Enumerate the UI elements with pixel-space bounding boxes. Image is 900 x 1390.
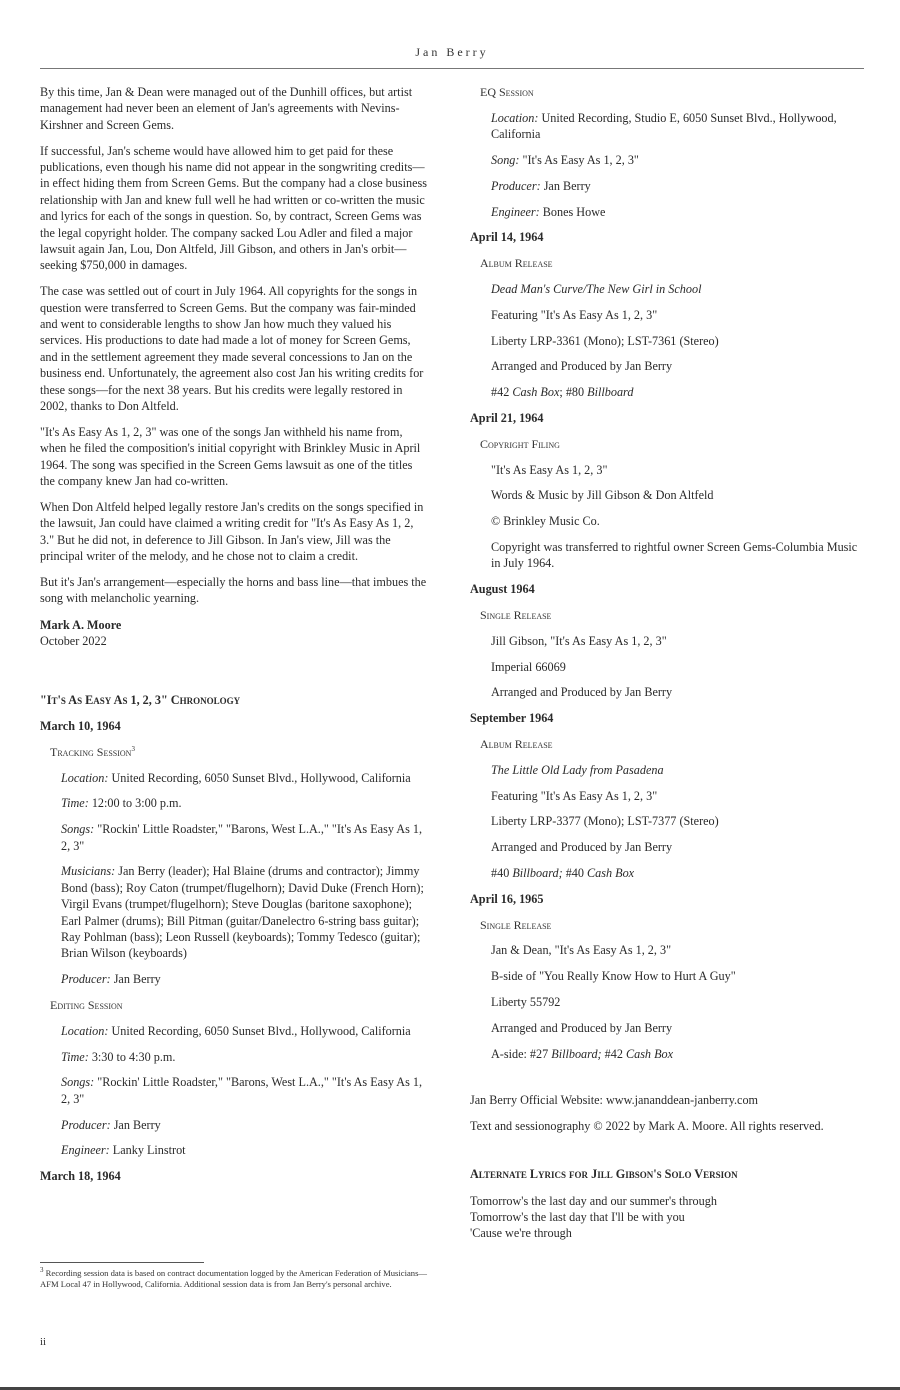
chart-name: Cash Box [587, 865, 635, 880]
field-value: Jan Berry [113, 972, 161, 987]
album-title [491, 281, 864, 297]
session-engineer [491, 204, 864, 220]
footnote-ref: 3 [131, 744, 135, 753]
arranged-by: Arranged and Produced by Jan Berry [491, 1020, 673, 1035]
release-category: Album Release [480, 256, 553, 271]
chart-positions: #42 Cash Box; #80 Billboard [491, 385, 634, 400]
chart-name: Billboard; [551, 1046, 602, 1061]
field-value: 12:00 to 3:00 p.m. [91, 796, 182, 811]
right-column [470, 84, 864, 1242]
release-category: Single Release [480, 917, 552, 932]
lyrics-block [470, 1193, 864, 1242]
catalog-number: Liberty LRP-3361 (Mono); LST-7361 (Stereo) [491, 333, 719, 348]
arranged-by: Arranged and Produced by Jan Berry [491, 840, 673, 855]
field-value: "Rockin' Little Roadster," "Barons, West L.A.," "It's As Easy As 1, 2, 3" [61, 822, 423, 853]
chart-name: Billboard [587, 385, 634, 400]
featuring: Featuring "It's As Easy As 1, 2, 3" [491, 788, 658, 803]
chart-number: #80 [565, 385, 585, 400]
running-header: Jan Berry [415, 45, 489, 59]
field-label: Songs: [61, 822, 95, 837]
page-links [470, 1092, 864, 1134]
field-value: Bones Howe [542, 204, 606, 219]
signature [40, 617, 428, 650]
field-value: 3:30 to 4:30 p.m. [91, 1049, 176, 1064]
lyrics-title: Alternate Lyrics for Jill Gibson's Solo Version [470, 1167, 738, 1182]
chronology-date: April 16, 1965 [470, 891, 544, 906]
field-label: Location: [491, 110, 539, 125]
chart-prefix: A-side: #27 [491, 1046, 549, 1061]
lyric-line: 'Cause we're through [470, 1226, 572, 1241]
single-title: Jan & Dean, "It's As Easy As 1, 2, 3" [491, 943, 672, 958]
field-value: Jan Berry (leader); Hal Blaine (drums and contractor); Jimmy Bond (bass); Roy Caton (trumpet/flugelhorn); David Duke (French Horn); Virgil Evans (trumpet/flugelhorn); Steve Douglas (baritone saxophone); Earl Palmer (drums); Bill Pitman (guitar/Danelectro 6-string bass guitar); Ray Pohlman (bass); Leon Russell (keyboards); Tommy Tedesco (guitar); Brian Wilson (keyboards) [61, 864, 424, 961]
field-label: Location: [61, 1023, 109, 1038]
field-label: Engineer: [61, 1143, 110, 1158]
session-producer [491, 178, 864, 194]
field-value: Lanky Linstrot [112, 1143, 186, 1158]
page-number: ii [40, 1336, 47, 1348]
chart-number: #42 [604, 1046, 623, 1061]
essay-paragraph: By this time, Jan & Dean were managed out of the Dunhill offices, but artist management had never been an element of Jan's agreements with Nevins-Kirshner and Screen Gems. [40, 85, 413, 132]
session-songs [61, 1074, 428, 1107]
header-rule [40, 68, 864, 69]
copyright-note: Copyright was transferred to rightful owner Screen Gems-Columbia Music in July 1964. [491, 539, 858, 571]
session-location [61, 1023, 428, 1039]
chart-number: #42 [491, 385, 510, 400]
essay-paragraph: "It's As Easy As 1, 2, 3" was one of the songs Jan withheld his name from, when he filed the composition's initial copyright with Brinkley Music in April 1964. The song was specified in the Screen Gems lawsuit as one of the titles the company knew Jan had co-written. [40, 424, 421, 489]
session-song [491, 152, 864, 168]
field-label: Songs: [61, 1075, 95, 1090]
session-category: EQ Session [480, 85, 534, 99]
chart-positions [491, 865, 864, 881]
song-title: "It's As Easy As 1, 2, 3" [491, 462, 608, 477]
chart-positions [491, 1046, 864, 1062]
chart-number: #40 [565, 865, 584, 880]
essay-paragraph: When Don Altfeld helped legally restore Jan's credits on the songs specified in the lawsuit, Jan could have claimed a writing credit for "It's As Easy As 1, 2, 3." But he did not, in deference to Jill Gibson. In Jan's view, Jill was the principal writer of the melody, and he chose not to claim a credit. [40, 499, 424, 564]
footnote-rule [40, 1262, 204, 1263]
chronology-date: March 10, 1964 [40, 718, 121, 733]
catalog-number: Imperial 66069 [491, 659, 566, 674]
chart-name: Cash Box [625, 1046, 674, 1061]
session-location [491, 110, 864, 143]
author-name: Mark A. Moore [40, 617, 122, 632]
session-engineer [61, 1142, 428, 1158]
field-label: Time: [61, 1049, 89, 1064]
session-time [61, 1049, 428, 1065]
essay-paragraph: But it's Jan's arrangement—especially the horns and bass line—that imbues the song with melancholic yearning. [40, 574, 427, 606]
chronology-date: August 1964 [470, 582, 535, 597]
essay-paragraph: The case was settled out of court in July 1964. All copyrights for the songs in question were transferred to Screen Gems. But the company was fair-minded and went to considerable lengths to show Jan how much they valued his services. His productions to date had made a lot of money for Screen Gems, and in the settlement agreement they made several concessions to Jan on the business end. Unfortunately, the agreement also cost Jan his writing credits for these songs—for the next 38 years. But his credits were legally restored in 2002, thanks to Don Altfeld. [40, 284, 424, 414]
field-value: "It's As Easy As 1, 2, 3" [522, 153, 639, 167]
publisher: © Brinkley Music Co. [491, 514, 600, 529]
field-label: Producer: [61, 972, 111, 987]
chronology-date: April 21, 1964 [470, 410, 544, 425]
single-title: Jill Gibson, "It's As Easy As 1, 2, 3" [491, 633, 667, 648]
copyright-line: Text and sessionography © 2022 by Mark A. Moore. All rights reserved. [470, 1118, 824, 1133]
catalog-number: Liberty 55792 [491, 994, 561, 1009]
field-label: Song: [491, 153, 520, 167]
album-title [491, 762, 864, 778]
session-producer [61, 971, 428, 987]
left-column [40, 84, 428, 1194]
filing-category: Copyright Filing [480, 436, 560, 451]
field-value: "Rockin' Little Roadster," "Barons, West L.A.," "It's As Easy As 1, 2, 3" [61, 1075, 423, 1106]
chronology-date: September 1964 [470, 711, 554, 726]
essay-paragraph: If successful, Jan's scheme would have allowed him to get paid for these publications, even though his name did not appear in the songwriting credits—in effect hiding them from Screen Gems. But the company had a close business relationship with Jan and knew full well he had written or co-written the music and lyrics for each of the songs in question. So, by contract, Screen Gems was the legal copyright holder. The company sacked Lou Adler and filed a major lawsuit again Jan, Lou, Don Altfeld, Jill Gibson, and others in Jan's orbit—seeking $750,000 in damages. [40, 143, 427, 273]
session-time [61, 795, 428, 811]
session-category: Editing Session [50, 997, 123, 1012]
chart-name: Billboard; [512, 865, 563, 880]
session-category [50, 744, 428, 760]
session-producer [61, 1117, 428, 1133]
arranged-by: Arranged and Produced by Jan Berry [491, 685, 673, 700]
website-line: Jan Berry Official Website: www.jananddean-janberry.com [470, 1092, 759, 1107]
session-musicians [61, 863, 428, 961]
footnote-mark: 3 [40, 1266, 44, 1275]
session-location [61, 770, 428, 786]
field-value: Jan Berry [543, 178, 591, 193]
chart-number: #40 [491, 865, 510, 880]
category-label: Tracking Session [50, 744, 132, 759]
catalog-number: Liberty LRP-3377 (Mono); LST-7377 (Stereo) [491, 814, 719, 829]
release-category: Single Release [480, 607, 552, 622]
author-date: October 2022 [40, 634, 107, 649]
field-label: Engineer: [491, 204, 540, 219]
footnote-text: Recording session data is based on contract documentation logged by the American Federation of Musicians—AFM Local 47 in Hollywood, California. Additional session data is from Jan Berry's personal archive. [40, 1268, 428, 1290]
release-category: Album Release [480, 736, 553, 751]
field-label: Location: [61, 770, 109, 785]
field-value: United Recording, 6050 Sunset Blvd., Hollywood, California [111, 770, 411, 785]
album-name: Dead Man's Curve/The New Girl in School [491, 281, 702, 296]
lyric-line: Tomorrow's the last day that I'll be with you [470, 1209, 685, 1224]
featuring: Featuring "It's As Easy As 1, 2, 3" [491, 307, 658, 322]
session-songs [61, 821, 428, 854]
field-value: United Recording, Studio E, 6050 Sunset Blvd., Hollywood, California [491, 110, 837, 142]
arranged-by: Arranged and Produced by Jan Berry [491, 359, 673, 374]
song-credits: Words & Music by Jill Gibson & Don Altfeld [491, 488, 714, 503]
chronology-date: March 18, 1964 [40, 1169, 121, 1184]
field-label: Musicians: [61, 864, 116, 879]
album-name: The Little Old Lady from Pasadena [491, 762, 664, 777]
footnote [40, 1268, 428, 1290]
chronology-date: April 14, 1964 [470, 230, 544, 245]
chronology-title: "It's As Easy As 1, 2, 3" Chronology [40, 692, 241, 707]
field-label: Time: [61, 796, 89, 811]
field-label: Producer: [491, 178, 541, 193]
lyric-line: Tomorrow's the last day and our summer's through [470, 1193, 717, 1208]
field-value: Jan Berry [113, 1117, 161, 1132]
b-side-note: B-side of "You Really Know How to Hurt A Guy" [491, 969, 736, 984]
chart-name: Cash Box [512, 385, 560, 400]
field-label: Producer: [61, 1117, 111, 1132]
field-value: United Recording, 6050 Sunset Blvd., Hollywood, California [111, 1023, 411, 1038]
